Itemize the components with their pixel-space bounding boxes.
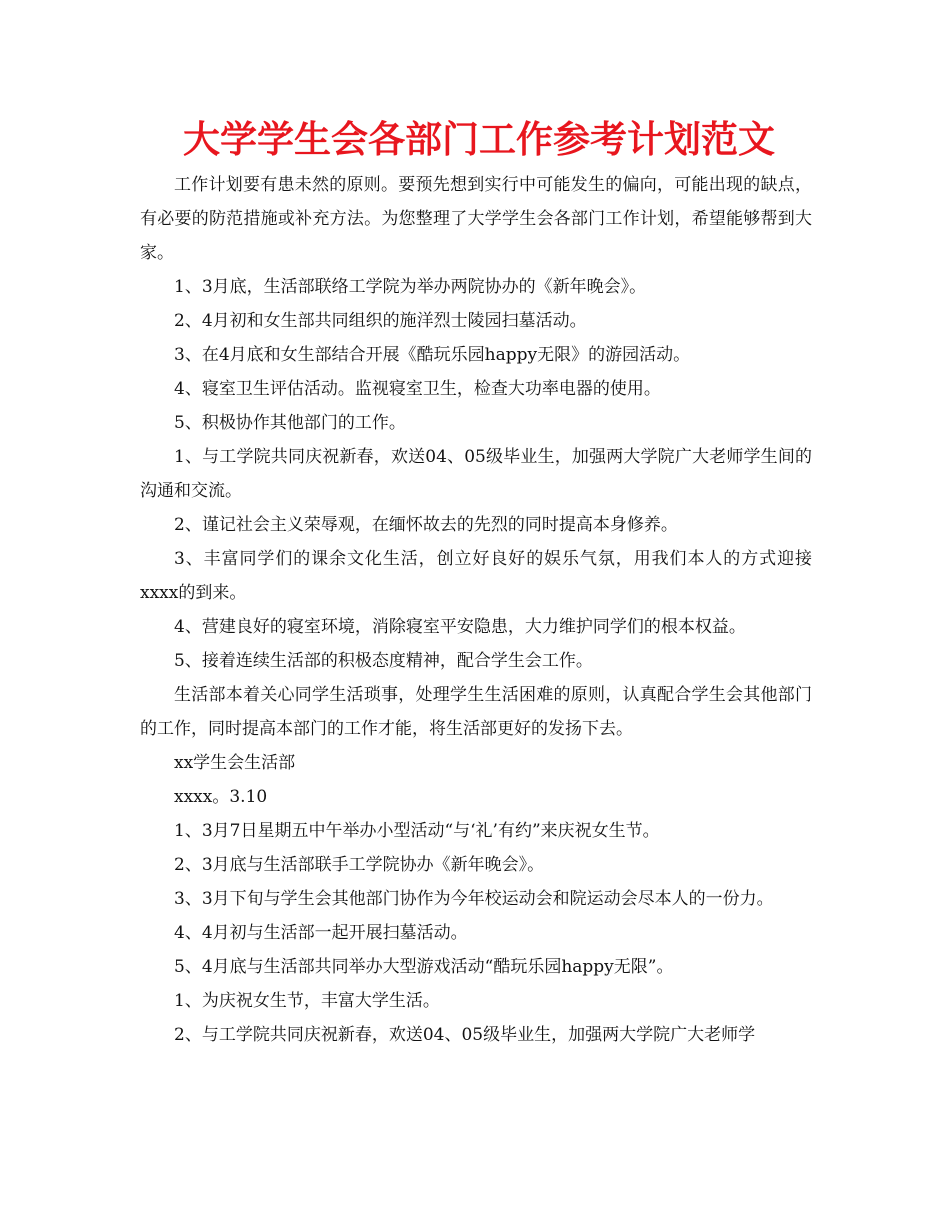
body-paragraph: 3、3月下旬与学生会其他部门协作为今年校运动会和院运动会尽本人的一份力。 bbox=[174, 889, 774, 909]
body-paragraph: 5、积极协作其他部门的工作。 bbox=[174, 413, 406, 433]
body-paragraph: xx学生会生活部 bbox=[174, 753, 296, 773]
body-paragraph: 3、在4月底和女生部结合开展《酷玩乐园happy无限》的游园活动。 bbox=[174, 345, 691, 365]
body-paragraph: 4、寝室卫生评估活动。监视寝室卫生，检查大功率电器的使用。 bbox=[174, 379, 661, 399]
body-paragraph: 5、4月底与生活部共同举办大型游戏活动“酷玩乐园happy无限”。 bbox=[174, 957, 674, 977]
body-paragraph: 1、为庆祝女生节，丰富大学生活。 bbox=[174, 991, 440, 1011]
body-paragraph: 2、4月初和女生部共同组织的施洋烈士陵园扫墓活动。 bbox=[174, 311, 587, 331]
body-paragraph: 4、4月初与生活部一起开展扫墓活动。 bbox=[174, 923, 468, 943]
document-title: 大学学生会各部门工作参考计划范文 bbox=[183, 118, 775, 161]
body-paragraph: 2、与工学院共同庆祝新春，欢送04、05级毕业生，加强两大学院广大老师学 bbox=[174, 1025, 756, 1045]
body-paragraph: 1、与工学院共同庆祝新春，欢送04、05级毕业生，加强两大学院广大老师学生间的沟通和交流。 bbox=[140, 447, 812, 501]
document-page bbox=[140, 112, 812, 1052]
body-paragraph: 5、接着连续生活部的积极态度精神，配合学生会工作。 bbox=[174, 651, 593, 671]
body-paragraph: 3、丰富同学们的课余文化生活，创立好良好的娱乐气氛，用我们本人的方式迎接xxxx的到来。 bbox=[140, 549, 812, 603]
document-body bbox=[140, 168, 812, 1052]
body-paragraph: 2、3月底与生活部联手工学院协办《新年晚会》。 bbox=[174, 855, 545, 875]
body-paragraph: xxxx。3.10 bbox=[174, 787, 268, 807]
body-paragraph: 2、谨记社会主义荣辱观，在缅怀故去的先烈的同时提高本身修养。 bbox=[174, 515, 678, 535]
body-paragraph: 1、3月底，生活部联络工学院为举办两院协办的《新年晚会》。 bbox=[174, 277, 647, 297]
body-paragraph: 4、营建良好的寝室环境，消除寝室平安隐患，大力维护同学们的根本权益。 bbox=[174, 617, 746, 637]
body-paragraph: 生活部本着关心同学生活琐事，处理学生生活困难的原则，认真配合学生会其他部门的工作，同时提高本部门的工作才能，将生活部更好的发扬下去。 bbox=[140, 685, 812, 739]
body-paragraph: 1、3月7日星期五中午举办小型活动“与‘礼’有约”来庆祝女生节。 bbox=[174, 821, 660, 841]
body-paragraph: 工作计划要有患未然的原则。要预先想到实行中可能发生的偏向，可能出现的缺点，有必要的防范措施或补充方法。为您整理了大学学生会各部门工作计划，希望能够帮到大家。 bbox=[140, 175, 812, 263]
